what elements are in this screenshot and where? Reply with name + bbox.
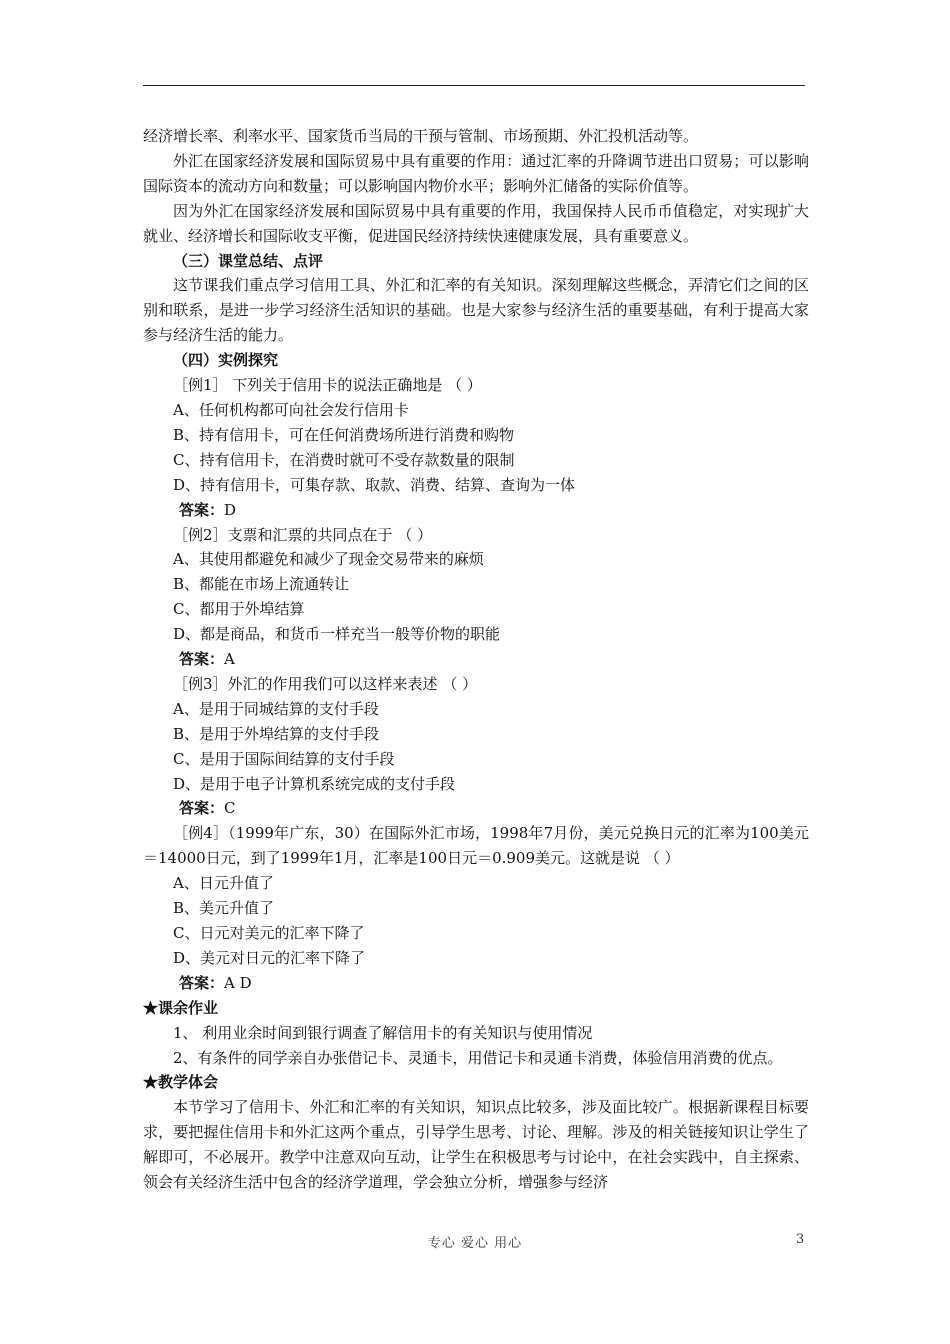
paragraph: 这节课我们重点学习信用工具、外汇和汇率的有关知识。深刻理解这些概念，弄清它们之间的区别和联系，是进一步学习经济生活知识的基础。也是大家参与经济生活的重要基础，有利于提高大家参与经济生活的能力。 [143, 276, 809, 345]
option: B、美元升值了 [173, 899, 275, 918]
page-footer: 专心 爱心 用心 [427, 1236, 523, 1251]
option: C、日元对美元的汇率下降了 [173, 924, 365, 942]
answer [143, 647, 809, 672]
page-number: 3 [796, 1232, 805, 1247]
paragraph: 2、有条件的同学亲自办张借记卡、灵通卡，用借记卡和灵通卡消费，体验信用消费的优点。 [173, 1048, 783, 1067]
example-question: ［例2］支票和汇票的共同点在于 （ ） [173, 525, 433, 544]
answer-label: 答案： [179, 500, 225, 519]
option: A、日元升值了 [173, 874, 274, 893]
example-question: ［例4］（1999年广东，30）在国际外汇市场，1998年7月份，美元兑换日元的汇率为100美元＝14000日元，到了1999年1月，汇率是100日元＝0.909美元。这就是说 （ ） [143, 824, 809, 868]
paragraph: 本节学习了信用卡、外汇和汇率的有关知识，知识点比较多，涉及面比较广。根据新课程目标要求，要把握住信用卡和外汇这两个重点，引导学生思考、讨论、理解。涉及的相关链接知识让学生了解即可，不必展开。教学中注意双向互动，让学生在积极思考与讨论中，在社会实践中，自主探索、领会有关经济生活中包含的经济学道理，学会独立分析，增强参与经济 [143, 1098, 809, 1192]
section-heading: （四）实例探究 [173, 351, 279, 370]
paragraph: 因为外汇在国家经济发展和国际贸易中具有重要的作用，我国保持人民币币值稳定，对实现扩大就业、经济增长和国际收支平衡，促进国民经济持续快速健康发展，具有重要意义。 [143, 201, 809, 245]
example-question: ［例1］ 下列关于信用卡的说法正确地是 （ ） [173, 376, 482, 395]
answer [143, 971, 809, 996]
option: D、都是商品，和货币一样充当一般等价物的职能 [173, 625, 501, 644]
section-heading: （三）课堂总结、点评 [173, 251, 324, 270]
example-question: ［例3］外汇的作用我们可以这样来表述 （ ） [173, 674, 478, 693]
answer [143, 498, 809, 523]
option: C、都用于外埠结算 [173, 600, 305, 619]
option: A、其使用都避免和减少了现金交易带来的麻烦 [173, 550, 484, 569]
option: B、都能在市场上流通转让 [173, 575, 350, 594]
header-rule [143, 85, 805, 86]
answer-value: D [224, 500, 237, 519]
answer-value: A D [224, 973, 252, 992]
option: A、是用于同城结算的支付手段 [173, 699, 379, 718]
answer-label: 答案： [179, 973, 225, 992]
option: B、是用于外埠结算的支付手段 [173, 724, 380, 743]
answer [143, 796, 809, 821]
section-heading: ★课余作业 [143, 998, 219, 1017]
answer-label: 答案： [179, 799, 225, 818]
document-body [143, 124, 809, 1195]
paragraph: 外汇在国家经济发展和国际贸易中具有重要的作用：通过汇率的升降调节进出口贸易；可以影响国际资本的流动方向和数量；可以影响国内物价水平；影响外汇储备的实际价值等。 [143, 151, 809, 195]
option: D、持有信用卡，可集存款、取款、消费、结算、查询为一体 [173, 475, 576, 494]
answer-value: A [224, 650, 235, 669]
option: D、是用于电子计算机系统完成的支付手段 [173, 774, 456, 793]
paragraph: 经济增长率、利率水平、国家货币当局的干预与管制、市场预期、外汇投机活动等。 [143, 127, 699, 145]
option: C、持有信用卡，在消费时就可不受存款数量的限制 [173, 450, 515, 469]
section-heading: ★教学体会 [143, 1073, 219, 1092]
option: A、任何机构都可向社会发行信用卡 [173, 400, 409, 419]
option: D、美元对日元的汇率下降了 [173, 948, 366, 967]
option: C、是用于国际间结算的支付手段 [173, 749, 395, 768]
option: B、持有信用卡，可在任何消费场所进行消费和购物 [173, 425, 515, 444]
answer-label: 答案： [179, 650, 225, 669]
answer-value: C [224, 799, 236, 818]
paragraph: 1、 利用业余时间到银行调查了解信用卡的有关知识与使用情况 [173, 1023, 593, 1042]
